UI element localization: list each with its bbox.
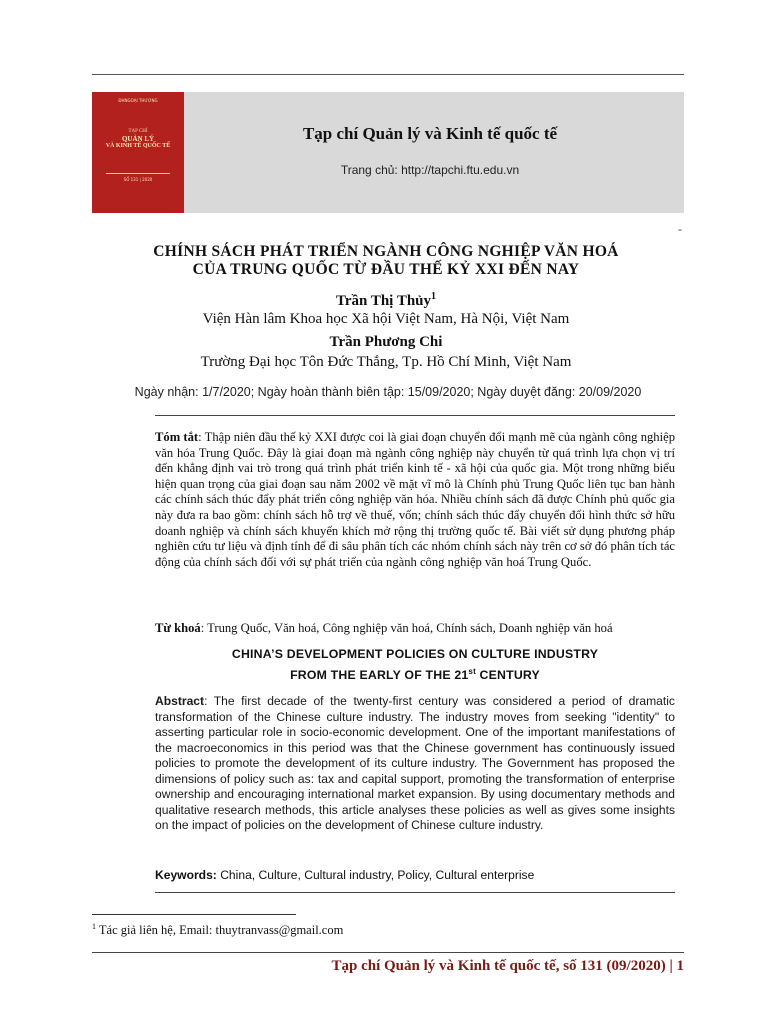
journal-title: Tạp chí Quản lý và Kinh tế quốc tế — [302, 124, 558, 143]
abstract-vi-line: phát triển của ngành công nghiệp văn hoá Trung Quốc. — [314, 554, 592, 569]
abstract-vi-line: này đưa ra bao gồm: chính sách hỗ trợ về thuế, vốn; chính sách thúc đẩy chuyển đổi — [155, 507, 586, 522]
keywords-vi-label: Từ khoá — [155, 621, 201, 635]
abstract-vi-line: chuyển từ quá trình lựa chọn vị trí đến khẳng định vai trò trong quá trình phát triển — [155, 445, 675, 476]
abstract-vi-line: kinh tế - xã hội của quốc gia. Một trong những biểu hiện quan trọng của giai đoạn sau — [155, 461, 675, 491]
keywords-en-text: China, Culture, Cultural industry, Policy, Cultural enterprise — [220, 868, 535, 882]
journal-homepage: Trang chủ: http://tapchi.ftu.edu.vn — [340, 163, 520, 177]
footnote-rule — [92, 914, 296, 915]
cover-label-1: TẠP CHÍ — [128, 129, 148, 134]
title-en-line2-sup: st — [468, 667, 476, 676]
footnote — [92, 922, 343, 938]
abstract-rule-bottom — [155, 892, 675, 893]
article-title-en-line2 — [155, 663, 675, 684]
abstract-en-line: development of Chinese culture industry. — [325, 818, 544, 832]
abstract-vi-line: năm 2002 về mặt vĩ mô là Chính phủ Trung Quốc liên tục ban hành các chính sách — [155, 476, 675, 507]
page-dash: - — [678, 222, 682, 236]
cover-label-3: VÀ KINH TẾ QUỐC TẾ — [105, 143, 171, 149]
author-1-name: Trần Thị Thủy — [335, 293, 432, 309]
abstract-rule-top — [155, 415, 675, 416]
abstract-vi-line: ngành công nghiệp văn hóa Trung Quốc. Đây là giai đoạn mà ngành công nghiệp này — [155, 430, 675, 460]
title-en-line2-prefix: FROM THE EARLY OF THE 21 — [290, 668, 469, 683]
keywords-en — [155, 868, 675, 884]
cover-divider — [106, 173, 170, 174]
author-1-affiliation: Viện Hàn lâm Khoa học Xã hội Việt Nam, Hà Nội, Việt Nam — [202, 311, 570, 327]
author-1 — [100, 291, 672, 310]
keywords-vi: Từ khoá: Trung Quốc, Văn hoá, Công nghiệp văn hoá, Chính sách, Doanh nghiệp văn hoá — [155, 621, 613, 635]
author-2-affiliation: Trường Đại học Tôn Đức Thắng, Tp. Hồ Chí Minh, Việt Nam — [200, 354, 572, 370]
abstract-vi-line: các nhóm chính sách này trên cơ sở đó phân tích tác động của chính sách đối với sự — [155, 539, 676, 569]
author-1-mark: 1 — [431, 291, 437, 302]
abstract-en-line: analyses these policies as well as gives some insights on the impact of policies on the — [155, 802, 675, 832]
abstract-en: Abstract: The first decade of the twenty-first century was considered a period of dramatic transformation of the Chinese culture industry. The industry moves from seeking "identity" to asserting particular role in socio-economic development. One of the important manifestations of the macroeconomics in this period was that the Chinese government has continuously issued policies to promote the development of its culture industry. The Government has proposed the dimensions of policy such as: tax and capital support, promoting the transformation of enterprise ownership and encouraging international market expansion. By using documentary methods and qualitative research methods, this article analyses these policies as well as gives some insights on the impact of policies on the development of Chinese culture industry. — [155, 694, 675, 832]
abstract-en-line: continuously issued policies to promote the development of its culture industry. The — [155, 740, 675, 770]
top-rule — [92, 74, 684, 75]
title-en-line2-suffix: CENTURY — [475, 668, 540, 683]
abstract-vi-line: tế. Bài viết sử dụng phương pháp nghiên cứu tư liệu và định tính để đi sâu phân tích — [155, 523, 676, 554]
footnote-mark: 1 — [92, 922, 96, 931]
article-title-vi-line1: CHÍNH SÁCH PHÁT TRIỂN NGÀNH CÔNG NGHIỆP VĂN HOÁ — [153, 243, 619, 260]
abstract-en-line: to asserting particular role in socio-economic development. One of the important — [155, 709, 675, 739]
abstract-en-line: promoting the transformation of enterprise ownership and encouraging international market — [155, 771, 675, 801]
abstract-vi-label: Tóm tắt — [155, 430, 199, 444]
abstract-en-line: The first decade of the twenty-first century was considered a period of dramatic — [213, 694, 675, 708]
abstract-en-line: Government has proposed the dimensions of policy such as: tax and capital support, — [155, 756, 675, 786]
cover-top-text: ĐHNGOẠI THƯƠNG — [118, 98, 158, 103]
abstract-vi-line: Thập niên đầu thế kỷ XXI được coi là giai đoạn chuyển đổi mạnh mẽ của — [204, 430, 576, 444]
page-footer: Tạp chí Quản lý và Kinh tế quốc tế, số 131 (09/2020) | 1 — [331, 958, 684, 974]
keywords-vi-text: Trung Quốc, Văn hoá, Công nghiệp văn hoá, Chính sách, Doanh nghiệp văn hoá — [207, 621, 613, 635]
article-title-en-line1: CHINA’S DEVELOPMENT POLICIES ON CULTURE INDUSTRY — [231, 647, 599, 661]
cover-label-2: QUẢN LÝ — [121, 135, 155, 143]
footer-rule — [92, 952, 684, 953]
abstract-vi-line: hình thức sở hữu doanh nghiệp và chính sách khuyến khích mở rộng thị trường quốc — [155, 507, 675, 538]
abstract-en-line: expansion. By using documentary methods and qualitative research methods, this article — [155, 787, 675, 817]
author-2-name: Trần Phương Chi — [329, 334, 443, 350]
cover-issue: SỐ 131 | 2020 — [123, 177, 153, 182]
footnote-text: Tác giả liên hệ, Email: thuytranvass@gmail.com — [96, 923, 344, 938]
abstract-vi: Tóm tắt: Thập niên đầu thế kỷ XXI được coi là giai đoạn chuyển đổi mạnh mẽ của ngành công nghiệp văn hóa Trung Quốc. Đây là giai đoạn mà ngành công nghiệp này chuyển từ quá trình lựa chọn vị trí đến khẳng định vai trò trong quá trình phát triển kinh tế - xã hội của quốc gia. Một trong những biểu hiện quan trọng của giai đoạn sau năm 2002 về mặt vĩ mô là Chính phủ Trung Quốc liên tục ban hành các chính sách thúc đẩy phát triển công nghiệp văn hóa. Nhiều chính sách đã được Chính phủ quốc gia này đưa ra bao gồm: chính sách hỗ trợ về thuế, vốn; chính sách thúc đẩy chuyển đổi hình thức sở hữu doanh nghiệp và chính sách khuyến khích mở rộng thị trường quốc tế. Bài viết sử dụng phương pháp nghiên cứu tư liệu và định tính để đi sâu phân tích các nhóm chính sách này trên cơ sở đó phân tích tác động của chính sách đối với sự phát triển của ngành công nghiệp văn hoá Trung Quốc. — [155, 430, 676, 569]
journal-cover-image — [92, 92, 184, 213]
keywords-en-label: Keywords: — [155, 868, 217, 882]
article-dates: Ngày nhận: 1/7/2020; Ngày hoàn thành biên tập: 15/09/2020; Ngày duyệt đăng: 20/09/2020 — [134, 385, 642, 399]
abstract-en-line: transformation of the Chinese culture industry. The industry moves from seeking "identity" — [155, 709, 660, 724]
article-title-vi-line2: CỦA TRUNG QUỐC TỪ ĐẦU THẾ KỶ XXI ĐẾN NAY — [192, 261, 580, 278]
abstract-vi-line: thúc đẩy phát triển công nghiệp văn hóa. Nhiều chính sách đã được Chính phủ quốc gia — [231, 492, 675, 507]
abstract-en-label: Abstract — [155, 694, 205, 708]
abstract-en-line: manifestations of the macroeconomics in this period was that the Chinese government has — [155, 725, 675, 755]
